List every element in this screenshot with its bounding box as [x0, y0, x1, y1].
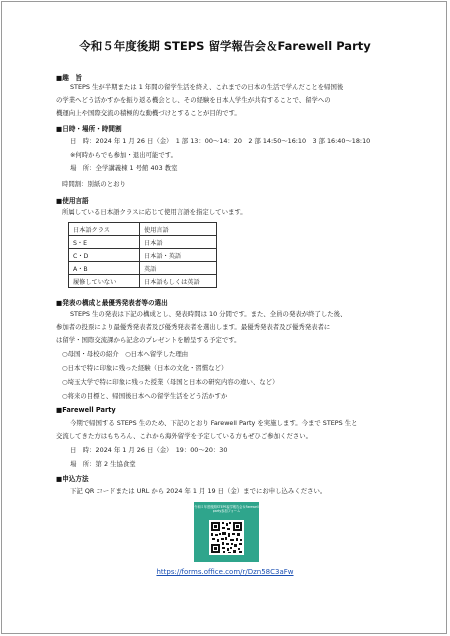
apply-heading: ■申込方法: [56, 475, 89, 483]
table-cell: A・B: [69, 262, 140, 275]
table-cell: C・D: [69, 249, 140, 262]
presentation-item: ○将来の目標と、帰国後日本への留学生活をどう活かすか: [62, 392, 228, 400]
presentation-item: ○日本で特に印象に残った経験（日本の文化・習慣など）: [62, 364, 228, 372]
table-cell: 日本語・英語: [140, 249, 217, 262]
table-row: [69, 249, 217, 262]
purpose-line: 機運向上や国際交流の積極的な動機づけとすることが目的です。: [56, 109, 241, 117]
purpose-line: STEPS 生が半期または 1 年間の留学生活を終え、これまでの日本の生活で学んだことを帰国後: [70, 83, 344, 91]
presentation-line: は留学・国際交流課から記念のプレゼントを贈呈する予定です。: [56, 336, 241, 344]
table-cell: 日本語: [140, 236, 217, 249]
table-cell: 日本語クラス: [69, 223, 140, 236]
qr-card: [194, 502, 259, 562]
qr-caption: 令和５年度後期STEPS留学報告会＆Farewell party参加フォーム: [194, 505, 259, 513]
table-cell: 履修していない: [69, 275, 140, 288]
table-cell: 英語: [140, 262, 217, 275]
qr-code-icon: [209, 520, 244, 555]
purpose-heading: ■趣 旨: [56, 74, 83, 82]
table-row: [69, 275, 217, 288]
presentation-line: 参加者の投票により最優秀発表者及び優秀発表者を選出します。最優秀発表者及び優秀発表者に: [56, 323, 331, 331]
party-line: 今期で帰国する STEPS 生のため、下記のとおり Farewell Party を実施します。今まで STEPS 生と: [70, 419, 358, 427]
schedule-heading: ■日時・場所・時間割: [56, 125, 122, 133]
presentation-line: STEPS 生の発表は下記の構成とし、発表時間は 10 分間です。また、全員の発表が終了した後、: [70, 310, 347, 318]
presentation-heading: ■発表の構成と最優秀発表者等の選出: [56, 299, 168, 307]
apply-line: 下記 QR コードまたは URL から 2024 年 1 月 19 日（金）までにお申し込みください。: [70, 487, 327, 495]
schedule-timetable: 時間割：別紙のとおり: [62, 180, 126, 188]
purpose-line: の学業へどう活かすかを振り返る機会とし、その経験を日本人学生が共有することで、留学への: [56, 96, 331, 104]
form-url-link[interactable]: https://forms.office.com/r/Dzn58C3aFw: [156, 568, 294, 576]
party-heading: ■Farewell Party: [56, 406, 116, 414]
schedule-place: 場 所：全学講義棟 1 号館 403 教室: [70, 164, 178, 172]
language-table: [68, 222, 217, 288]
party-place: 場 所：第 2 生協食堂: [70, 460, 136, 468]
table-row: [69, 223, 217, 236]
table-cell: 日本語もしくは英語: [140, 275, 217, 288]
language-intro: 所属している日本語クラスに応じて使用言語を指定しています。: [62, 208, 247, 216]
table-cell: S・E: [69, 236, 140, 249]
table-row: [69, 236, 217, 249]
party-line: 交流してきた方はもちろん、これから海外留学を予定している方もぜひご参加ください。: [56, 432, 313, 440]
schedule-note: ※何時からでも参加・退出可能です。: [70, 151, 178, 159]
table-cell: 使用言語: [140, 223, 217, 236]
page-title: 令和５年度後期 STEPS 留学報告会＆Farewell Party: [79, 39, 371, 53]
presentation-item: ○母国・母校の紹介 ○日本へ留学した理由: [62, 350, 189, 358]
schedule-date: 日 時：2024 年 1 月 26 日（金） 1 部 13：00～14：20 2 部 14:50～16:10 3 部 16:40～18:10: [70, 137, 371, 145]
table-row: [69, 262, 217, 275]
language-heading: ■使用言語: [56, 197, 89, 205]
party-date: 日 時：2024 年 1 月 26 日（金） 19：00～20：30: [70, 446, 228, 454]
presentation-item: ○埼玉大学で特に印象に残った授業（母国と日本の研究内容の違い、など）: [62, 378, 279, 386]
